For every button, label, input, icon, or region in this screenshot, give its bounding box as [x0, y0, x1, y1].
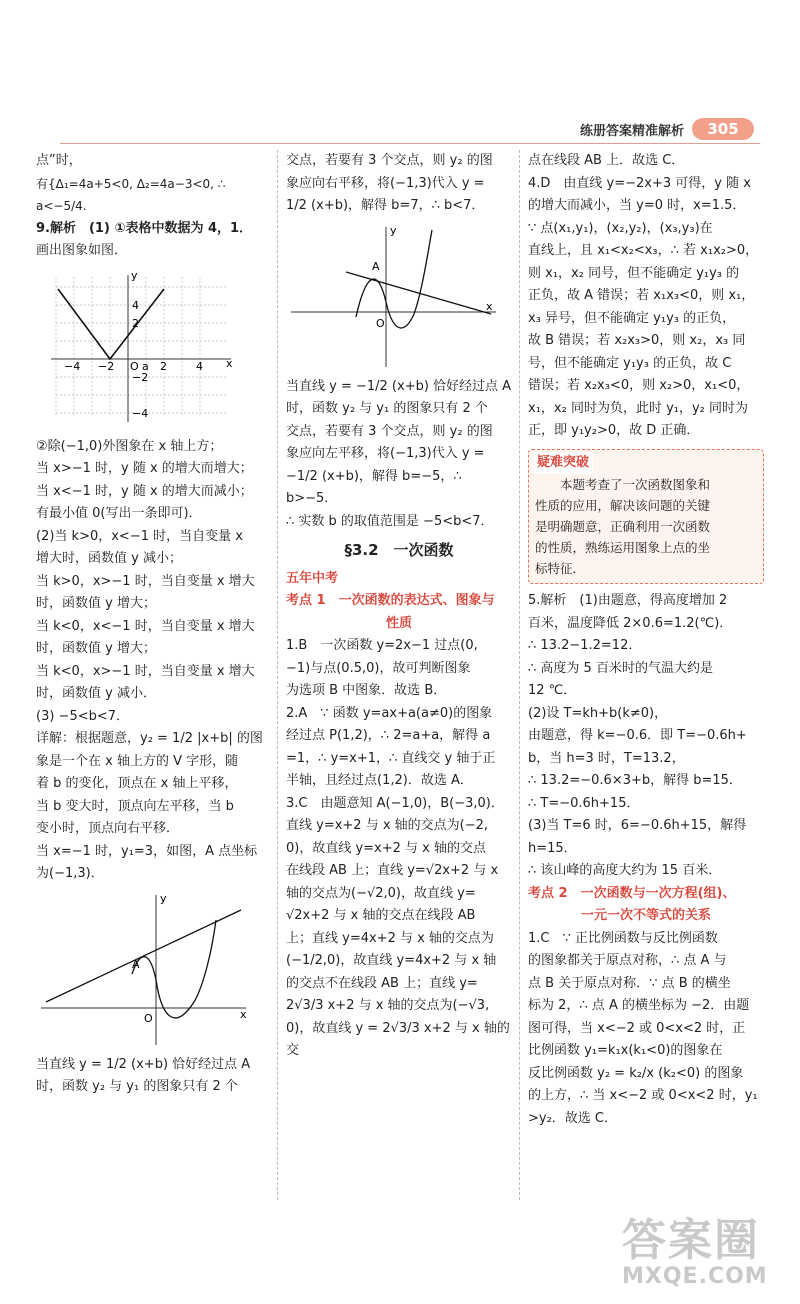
point-label-a: a: [142, 359, 149, 373]
v-shape-graph: [36, 267, 236, 432]
text-line: 交点，若要有 3 个交点，则 y₂ 的图: [286, 153, 493, 168]
page-number-badge: 305: [692, 118, 754, 140]
point-label-a: A: [132, 957, 140, 971]
axis-label-y: y: [390, 223, 397, 237]
text-line: =1，∴ y=x+1，∴ 直线交 y 轴于正: [286, 750, 496, 766]
text-line: 交点，若要有 3 个交点，则 y₂ 的图: [286, 423, 493, 439]
text-line: 错误；若 x₂x₃<0，则 x₂>0，x₁<0，: [528, 378, 750, 393]
text-line: 着 b 的变化，顶点在 x 轴上平移，: [36, 776, 238, 791]
axis-label-x: x: [226, 356, 233, 370]
text-line: 标特征．: [535, 561, 586, 576]
watermark: [622, 1215, 792, 1298]
text-line: 当 x<−1 时，y 随 x 的增大而减小；: [36, 483, 253, 499]
text-line: 直线上，且 x₁<x₂<x₃，∴ 若 x₁x₂>0，: [528, 243, 759, 258]
text-line: ∴ 13.2−1.2=12．: [528, 638, 642, 653]
text-line: 为选项 B 中图象．故选 B．: [286, 683, 447, 698]
page-header: [560, 118, 760, 140]
text-line: x₃ 异号，但不能确定 y₁y₃ 的正负，: [528, 310, 736, 326]
text-line: 当 x>−1 时，y 随 x 的增大而增大；: [36, 461, 253, 476]
text-line: 1.B 一次函数 y=2x−1 过点(0,: [286, 638, 478, 653]
tick-label: −4: [64, 359, 81, 373]
text-line: ∴ 该山峰的高度大约为 15 百米．: [528, 863, 722, 878]
text-line: 1/2 (x+b)，解得 b=7，∴ b<7．: [286, 198, 485, 213]
origin-label: O: [144, 1011, 153, 1025]
text-line: 12 ℃．: [528, 683, 577, 698]
tick-label: 4: [132, 298, 139, 312]
column-left: [36, 150, 268, 1099]
kaodian-2-heading: 考点 2 一次函数与一次方程(组)、: [528, 885, 736, 901]
text-line: 的上方，∴ 当 x<−2 或 0<x<2 时，y₁: [528, 1088, 758, 1103]
text-line: (2)当 k>0，x<−1 时，当自变量 x: [36, 528, 243, 544]
text-line: 画出图象如图．: [36, 243, 128, 258]
watermark-url: MXQE.COM: [622, 1264, 768, 1289]
tick-label: 2: [132, 316, 139, 330]
watermark-text: 答案圈: [622, 1215, 760, 1266]
text-line: 有最小值 0(写出一条即可)．: [36, 506, 202, 521]
column-divider: [277, 150, 278, 1200]
text-line: 象应向右平移，将(−1,3)代入 y =: [286, 175, 485, 191]
text-line: 则 x₁，x₂ 同号，但不能确定 y₁y₃ 的: [528, 265, 740, 281]
text-line: 当 k<0，x<−1 时，当自变量 x 增大: [36, 618, 255, 634]
text-line: 本题考查了一次函数图象和: [560, 477, 711, 492]
text-line: 4.D 由直线 y=−2x+3 可得，y 随 x: [528, 175, 751, 191]
text-line: 上；直线 y=4x+2 与 x 轴的交点为: [286, 930, 494, 946]
text-line: (−1/2,0)，故直线 y=4x+2 与 x 轴: [286, 953, 497, 968]
text-line: 正负，故 A 错误；若 x₁x₃<0，则 x₁，: [528, 288, 755, 303]
text-line: 时，函数值 y 增大；: [36, 641, 156, 656]
text-line: ∴ 13.2=−0.6×3+b，解得 b=15．: [528, 773, 742, 788]
kaodian-2-heading-cont: 一元一次不等式的关系: [580, 908, 711, 923]
text-line: 百米，温度降低 2×0.6=1.2(℃)．: [528, 615, 733, 631]
tip-box-text: [535, 474, 757, 579]
header-title: 练册答案精准解析: [580, 124, 685, 139]
text-line: √2x+2 与 x 轴的交点在线段 AB: [286, 908, 476, 923]
text-line: 性质的应用，解决该问题的关键: [535, 498, 711, 513]
tip-box: [528, 449, 764, 585]
text-line: ∴ T=−0.6h+15．: [528, 795, 640, 811]
text-line: (3) −5<b<7．: [36, 708, 130, 724]
text-line: (3)当 T=6 时，6=−0.6h+15，解得: [528, 818, 747, 833]
header-rule: [60, 143, 760, 144]
text-line: 当直线 y = 1/2 (x+b) 恰好经过点 A: [36, 1056, 251, 1072]
text-line: 1.C ∵ 正比例函数与反比例函数: [528, 930, 718, 946]
text-line: h=15．: [528, 840, 577, 856]
text-line: 当 x=−1 时，y₁=3，如图，A 点坐标: [36, 843, 258, 859]
text-line: 在线段 AB 上；直线 y=√2x+2 与 x: [286, 863, 499, 878]
text-line: 2.A ∵ 函数 y=ax+a(a≠0)的图象: [286, 705, 493, 721]
text-line: 0)，故直线 y=x+2 与 x 轴的交点: [286, 840, 487, 856]
text-line: 2√3/3 x+2 与 x 轴的交点为(−√3,: [286, 998, 490, 1013]
text-line: 0)，故直线 y = 2√3/3 x+2 与 x 轴的交: [286, 1020, 510, 1058]
text-line: ∴ 实数 b 的取值范围是 −5<b<7．: [286, 513, 494, 529]
text-line: 增大时，函数值 y 减小；: [36, 551, 182, 566]
text-line: 详解：根据题意，y₂ = 1/2 |x+b| 的图: [36, 731, 263, 746]
axis-label-x: x: [486, 299, 493, 313]
text-line: 时，函数 y₂ 与 y₁ 的图象只有 2 个: [286, 401, 488, 416]
axis-label-y: y: [160, 891, 167, 905]
text-line: 号，但不能确定 y₁y₃ 的正负，故 C: [528, 355, 732, 371]
text-line: 比例函数 y₁=k₁x(k₁<0)的图象在: [528, 1043, 723, 1058]
text-line: 当 k<0，x>−1 时，当自变量 x 增大: [36, 663, 255, 679]
text-line: 直线 y=x+2 与 x 轴的交点为(−2,: [286, 818, 489, 833]
text-line: 当直线 y = −1/2 (x+b) 恰好经过点 A: [286, 378, 512, 394]
tip-box-tag: 疑难突破: [533, 452, 593, 475]
text-line: ∵ 点(x₁,y₁)，(x₂,y₂)，(x₃,y₃)在: [528, 220, 713, 236]
text-line: 的性质，熟练运用图象上点的坐: [535, 540, 711, 555]
column-middle: [286, 150, 512, 1063]
text-line: 有{Δ₁=4a+5<0, Δ₂=4a−3<0, ∴ a<−5/4.: [36, 176, 226, 213]
text-line: 为(−1,3)．: [36, 866, 104, 881]
tick-label: 2: [160, 359, 167, 373]
text-line: b，当 h=3 时，T=13.2，: [528, 750, 685, 766]
tick-label: −2: [98, 359, 115, 373]
point-label-a: A: [372, 259, 380, 273]
text-line: 象应向左平移，将(−1,3)代入 y =: [286, 446, 485, 461]
origin-label: O: [376, 316, 385, 330]
text-line: 时，函数 y₂ 与 y₁ 的图象只有 2 个: [36, 1079, 238, 1094]
text-line: 轴的交点为(−√2,0)，故直线 y=: [286, 885, 476, 901]
text-line: >y₂．故选 C．: [528, 1110, 618, 1126]
text-line: 3.C 由题意知 A(−1,0)，B(−3,0)．: [286, 795, 504, 811]
text-line: (2)设 T=kh+b(k≠0)，: [528, 705, 668, 721]
text-line: 当 b 变大时，顶点向左平移，当 b: [36, 798, 234, 814]
text-line: 标为 2，∴ 点 A 的横坐标为 −2．由题: [528, 998, 750, 1013]
tick-label: −2: [132, 370, 149, 384]
axis-label-y: y: [131, 268, 138, 282]
line-parabola-graph: [36, 890, 256, 1050]
tick-label: 4: [196, 359, 203, 373]
text-line: 是明确题意，正确利用一次函数: [535, 519, 711, 534]
kaodian-1-heading: 考点 1 一次函数的表达式、图象与: [286, 593, 495, 608]
section-title: §3.2 一次函数: [344, 541, 454, 559]
text-line: 5.解析 (1)由题意，得高度增加 2: [528, 593, 728, 608]
text-line: 的交点不在线段 AB 上；直线 y=: [286, 975, 478, 991]
text-line: 点在线段 AB 上．故选 C．: [528, 153, 685, 168]
text-line: 点 B 关于原点对称．∵ 点 B 的横坐: [528, 975, 731, 991]
text-line: −1)与点(0.5,0)，故可判断图象: [286, 660, 471, 676]
text-line: 的图象都关于原点对称，∴ 点 A 与: [528, 953, 727, 968]
tick-label: −4: [132, 406, 149, 420]
text-line: 当 k>0，x>−1 时，当自变量 x 增大: [36, 573, 255, 589]
origin-label: O: [130, 359, 139, 373]
text-line: 由题意，得 k=−0.6．即 T=−0.6h+: [528, 728, 747, 743]
column-right: [528, 150, 764, 1130]
text-line: 反比例函数 y₂ = k₂/x (k₂<0) 的图象: [528, 1065, 744, 1081]
text-line: 象是一个在 x 轴上方的 V 字形，随: [36, 753, 239, 769]
text-line: 正，即 y₁y₂>0，故 D 正确．: [528, 423, 700, 438]
five-year-heading: 五年中考: [286, 570, 339, 586]
text-line: 9.解析 (1) ①表格中数据为 4，1．: [36, 220, 253, 236]
text-line: 变小时，顶点向右平移．: [36, 821, 180, 836]
text-line: 点”时，: [36, 153, 82, 168]
text-line: x₁，x₂ 同时为负，此时 y₁，y₂ 同时为: [528, 400, 749, 416]
text-line: 时，函数值 y 减小．: [36, 686, 156, 701]
text-line: ②除(−1,0)外图象在 x 轴上方；: [36, 438, 223, 454]
text-line: 经过点 P(1,2)，∴ 2=a+a，解得 a: [286, 728, 491, 743]
text-line: ∴ 高度为 5 百米时的气温大约是: [528, 660, 713, 676]
text-line: 时，函数值 y 增大；: [36, 596, 156, 611]
axis-label-x: x: [240, 1007, 247, 1021]
text-line: 图可得，当 x<−2 或 0<x<2 时，正: [528, 1020, 746, 1036]
text-line: 半轴，且经过点(1,2)．故选 A．: [286, 773, 473, 788]
line-parabola-graph-2: [286, 222, 506, 372]
kaodian-1-heading-cont: 性质: [385, 615, 412, 631]
text-line: −1/2 (x+b)，解得 b=−5，∴ b>−5．: [286, 468, 462, 506]
text-line: 故 B 错误；若 x₂x₃>0，则 x₂，x₃ 同: [528, 333, 746, 348]
text-line: 的增大而减小，当 y=0 时，x=1.5．: [528, 198, 746, 213]
column-divider: [519, 150, 520, 1200]
